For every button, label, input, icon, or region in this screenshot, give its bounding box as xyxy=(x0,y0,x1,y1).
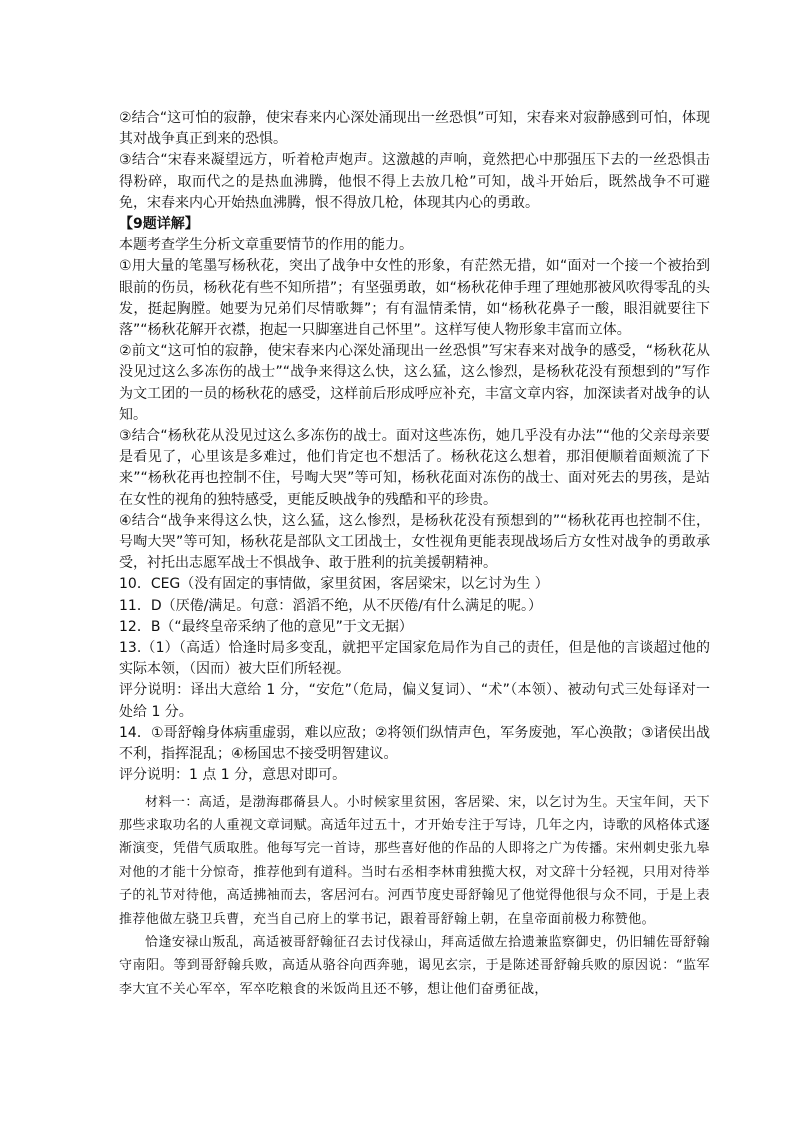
q9-point-3: ③结合“杨秋花从没见过这么多冻伤的战士。面对这些冻伤，她几乎没有办法”“他的父亲母亲要是看见了，心里该是多难过，他们肯定也不想活了。杨秋花这么想着，那泪便顺着面颊流了下来”“杨秋花再也控制不住，号啕大哭”等可知，杨秋花面对冻伤的战士、面对死去的男孩，是站在女性的视角的独特感受，更能反映战争的残酷和平的珍贵。 xyxy=(119,428,710,508)
answer-12: 12．B（“最终皇帝采纳了他的意见”于文无据） xyxy=(119,618,413,635)
scoring-note-14: 评分说明：1 点 1 分，意思对即可。 xyxy=(119,767,347,784)
answer-14: 14．①哥舒翰身体病重虚弱，难以应敌；②将领们纵情声色，军务废弛，军心涣散；③诸侯出战不利，指挥混乱；④杨国忠不接受明智建议。 xyxy=(119,724,710,763)
section-heading-q9: 【9题详解】 xyxy=(119,216,199,233)
translation-paragraph-2: 恰逢安禄山叛乱，高适被哥舒翰征召去讨伐禄山，拜高适做左拾遗兼监察御史，仍旧辅佐哥舒翰守南阳。等到哥舒翰兵败，高适从骆谷向西奔驰，谒见玄宗，于是陈述哥舒翰兵败的原因说：“监军李大宜不关心军卒，军卒吃粮食的米饭尚且还不够，想让他们奋勇征战， xyxy=(119,934,710,997)
q9-point-2: ②前文“这可怕的寂静，使宋春来内心深处涌现出一丝恐惧”写宋春来对战争的感受，“杨秋花从没见过这么多冻伤的战士”“战争来得这么快，这么猛，这么惨烈，是杨秋花没有预想到的”写作为文工团的一员的杨秋花的感受，这样前后形成呼应补充，丰富文章内容，加深读者对战争的认知。 xyxy=(119,343,710,423)
scoring-note-13: 评分说明：译出大意给 1 分，“安危”（危局，偏义复词）、“术”（本领）、被动句式三处每译对一处给 1 分。 xyxy=(119,682,710,720)
q9-point-1: ①用大量的笔墨写杨秋花，突出了战争中女性的形象，有茫然无措，如“面对一个接一个被抬到眼前的伤员，杨秋花有些不知所措”；有坚强勇敢，如“杨秋花伸手理了理她那被风吹得零乱的头发，挺起胸膛。她要为兄弟们尽情歌舞”；有有温情柔情，如“杨秋花鼻子一酸，眼泪就要往下落”“杨秋花解开衣襟，抱起一只脚塞进自己怀里”。这样写使人物形象丰富而立体。 xyxy=(119,258,710,339)
answer-13: 13.（1）（高适）恰逢时局多变乱，就把平定国家危局作为自己的责任，但是他的言谈超过他的实际本领，（因而）被大臣们所轻视。 xyxy=(119,640,710,678)
q9-intro: 本题考查学生分析文章重要情节的作用的能力。 xyxy=(119,237,413,254)
q9-point-4: ④结合“战争来得这么快，这么猛，这么惨烈，是杨秋花没有预想到的”“杨秋花再也控制不住，号啕大哭”等可知，杨秋花是部队文工团战士，女性视角更能表现战场后方女性对战争的勇敢承受，衬托出志愿军战士不惧战争、敢于胜利的抗美援朝精神。 xyxy=(119,512,710,572)
answer-11: 11．D（厌倦/满足。句意：滔滔不绝，从不厌倦/有什么满足的呢。） xyxy=(119,597,543,614)
translation-paragraph-1: 材料一：高适，是渤海郡蓨县人。小时候家里贫困，客居梁、宋，以乞讨为生。天宝年间，天下那些求取功名的人重视文章词赋。高适年过五十，才开始专注于写诗，几年之内，诗歌的风格体式逐渐演变，凭借气质取胜。他每写完一首诗，那些喜好他的作品的人即将之广为传播。宋州刺史张九皋对他的才能十分惊奇，推荐他到有道科。当时右丞相李林甫独揽大权，对文辞十分轻视，只用对待举子的礼节对待他，高适拂袖而去，客居河右。河西节度史哥舒翰见了他觉得他很与众不同，于是上表推荐他做左骁卫兵曹，充当自己府上的掌书记，跟着哥舒翰上朝，在皇帝面前极力称赞他。 xyxy=(119,794,710,927)
answer-10: 10．CEG（没有固定的事情做，家里贫困，客居梁宋，以乞讨为生 ） xyxy=(119,576,549,593)
answer-8-point-3: ③结合“宋春来凝望远方，听着枪声炮声。这激越的声响，竟然把心中那强压下去的一丝恐惧击得粉碎，取而代之的是热血沸腾，他恨不得上去放几枪”可知，战斗开始后，既然战争不可避免，宋春来内心开始热血沸腾，恨不得放几枪，体现其内心的勇敢。 xyxy=(119,152,710,211)
answer-8-point-2: ②结合“这可怕的寂静，使宋春来内心深处涌现出一丝恐惧”可知，宋春来对寂静感到可怕，体现其对战争真正到来的恐惧。 xyxy=(119,110,710,148)
